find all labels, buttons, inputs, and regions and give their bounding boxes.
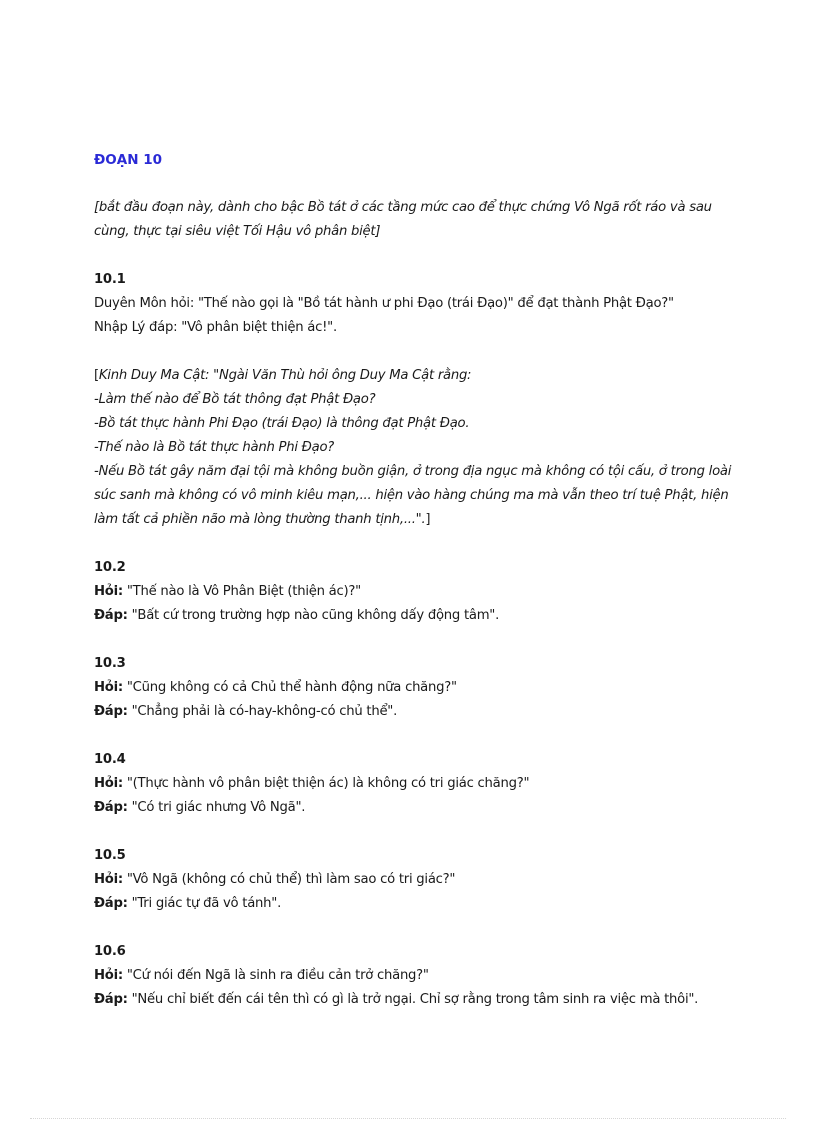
subsection-number: 10.2: [94, 560, 126, 575]
sutra-open-bracket: [: [94, 368, 99, 383]
sutra-source: Kinh Duy Ma Cật:: [98, 368, 214, 383]
section-heading: ĐOẠN 10: [94, 152, 163, 168]
answer-line: [94, 604, 734, 628]
question-line: [94, 580, 734, 604]
question-text: "Thế nào là Vô Phân Biệt (thiện ác)?": [122, 584, 361, 599]
sutra-line-4: -Thế nào là Bồ tát thực hành Phi Đạo?: [94, 440, 335, 455]
question-label: Hỏi:: [94, 968, 123, 983]
subsection-10-4: [94, 748, 734, 820]
answer-label: Đáp:: [94, 992, 128, 1007]
intro-paragraph: [bắt đầu đoạn này, dành cho bậc Bồ tát ở các tầng mức cao để thực chứng Vô Ngã rốt ráo và sau cùng, thực tại siêu việt Tối Hậu vô phân biệt]: [94, 200, 712, 239]
subsection-number: 10.5: [94, 848, 126, 863]
question-text: "Thế nào gọi là "Bồ tát hành ư phi Đạo (trái Đạo)" để đạt thành Phật Đạo?": [197, 296, 674, 311]
answer-label: Đáp:: [94, 896, 128, 911]
question-line: [94, 772, 734, 796]
subsection-10-6: [94, 940, 734, 1012]
sutra-close-bracket: ]: [425, 512, 431, 527]
sutra-line-1: [94, 364, 734, 388]
question-prefix: Duyên Môn hỏi:: [94, 296, 198, 311]
sutra-line-5: [94, 460, 734, 532]
subsection-number: 10.3: [94, 656, 126, 671]
answer-line: [94, 892, 734, 916]
sutra-line-3: -Bồ tát thực hành Phi Đạo (trái Đạo) là thông đạt Phật Đạo.: [94, 416, 470, 431]
question-text: "Cứ nói đến Ngã là sinh ra điều cản trở chăng?": [122, 968, 429, 983]
question-text: "Vô Ngã (không có chủ thể) thì làm sao có tri giác?": [122, 872, 456, 887]
subsection-10-3: [94, 652, 734, 724]
subsection-10-5: [94, 844, 734, 916]
answer-text: "Vô phân biệt thiện ác!".: [181, 320, 337, 335]
document-body: [94, 148, 734, 1036]
answer-text: "Có tri giác nhưng Vô Ngã".: [127, 800, 306, 815]
answer-line: [94, 988, 734, 1012]
sutra-line-2: -Làm thế nào để Bồ tát thông đạt Phật Đạo?: [94, 392, 376, 407]
answer-line: [94, 796, 734, 820]
question-label: Hỏi:: [94, 680, 123, 695]
question-text: "Cũng không có cả Chủ thể hành động nữa chăng?": [122, 680, 457, 695]
subsection-number: 10.6: [94, 944, 126, 959]
answer-text: "Bất cứ trong trường hợp nào cũng không dấy động tâm".: [127, 608, 500, 623]
answer-text: "Nếu chỉ biết đến cái tên thì có gì là trở ngại. Chỉ sợ rằng trong tâm sinh ra việc mà thôi".: [127, 992, 699, 1007]
subsection-number: 10.4: [94, 752, 126, 767]
question-line: [94, 676, 734, 700]
answer-label: Đáp:: [94, 800, 128, 815]
sutra-quote: [94, 364, 734, 532]
question-label: Hỏi:: [94, 872, 123, 887]
subsection-10-2: [94, 556, 734, 628]
sutra-text-1: "Ngài Văn Thù hỏi ông Duy Ma Cật rằng:: [213, 368, 472, 383]
question-line: [94, 964, 734, 988]
answer-text: "Chẳng phải là có-hay-không-có chủ thể".: [127, 704, 398, 719]
sutra-text-5: -Nếu Bồ tát gây năm đại tội mà không buồn giận, ở trong địa ngục mà không có tội cấu, ở trong loài súc sanh mà không có vô minh kiêu mạn,... hiện vào hàng chúng ma mà vẫn theo trí tuệ Phật, hiện làm tất cả phiền não mà lòng thường thanh tịnh,...".: [94, 464, 732, 527]
answer-line: [94, 316, 734, 340]
page-bottom-divider: [30, 1118, 786, 1119]
question-text: "(Thực hành vô phân biệt thiện ác) là không có tri giác chăng?": [122, 776, 530, 791]
answer-label: Đáp:: [94, 608, 128, 623]
question-label: Hỏi:: [94, 584, 123, 599]
subsection-10-1: [94, 268, 734, 340]
subsection-number: 10.1: [94, 272, 126, 287]
answer-prefix: Nhập Lý đáp:: [94, 320, 182, 335]
question-line: [94, 292, 734, 316]
answer-label: Đáp:: [94, 704, 128, 719]
question-label: Hỏi:: [94, 776, 123, 791]
answer-line: [94, 700, 734, 724]
question-line: [94, 868, 734, 892]
answer-text: "Tri giác tự đã vô tánh".: [127, 896, 282, 911]
